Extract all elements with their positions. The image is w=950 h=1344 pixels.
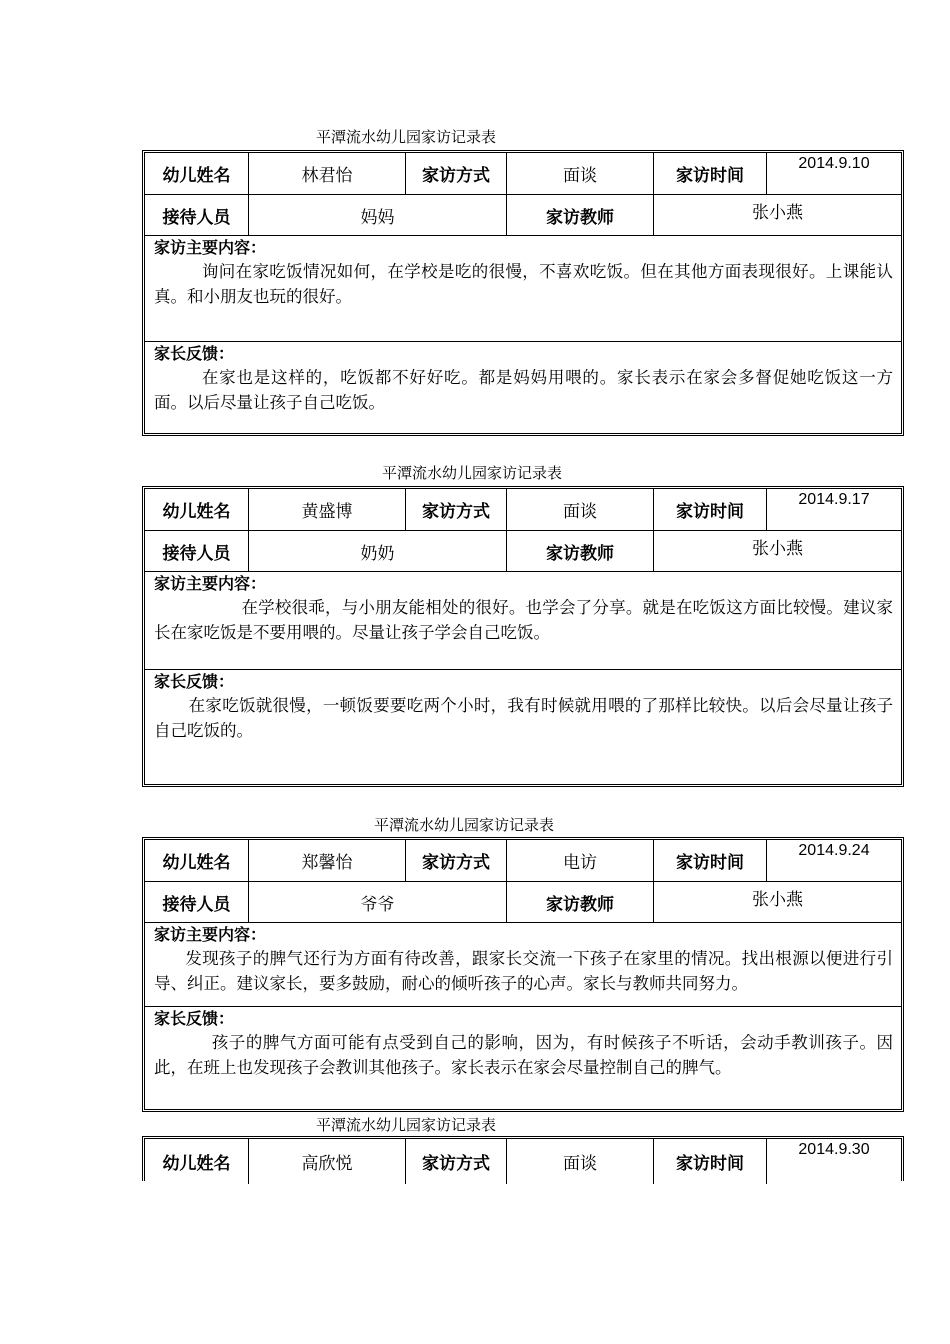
visit-date-value: 2014.9.17 bbox=[798, 491, 870, 508]
visit-content-text: 发现孩子的脾气还行为方面有待改善，跟家长交流一下孩子在家里的情况。找出根源以便进行引导、纠正。建议家长，要多鼓励，耐心的倾听孩子的心声。家长与教师共同努力。 bbox=[154, 949, 893, 993]
record-title: 平潭流水幼儿园家访记录表 bbox=[316, 1116, 497, 1134]
visit-time-label: 家访时间 bbox=[654, 840, 767, 881]
parent-feedback-section bbox=[145, 342, 901, 415]
child-name-value: 郑馨怡 bbox=[249, 840, 406, 881]
host-value: 爷爷 bbox=[249, 882, 507, 922]
visit-content-label: 家访主要内容： bbox=[154, 238, 267, 257]
record-title: 平潭流水幼儿园家访记录表 bbox=[374, 816, 555, 834]
host-label: 接待人员 bbox=[145, 531, 249, 571]
teacher-label: 家访教师 bbox=[507, 195, 654, 235]
record-title: 平潭流水幼儿园家访记录表 bbox=[382, 464, 563, 482]
visit-method-label: 家访方式 bbox=[406, 489, 507, 530]
visit-date-value: 2014.9.10 bbox=[798, 155, 870, 172]
visit-date-value: 2014.9.24 bbox=[798, 842, 870, 859]
visit-content-text: 询问在家吃饭情况如何，在学校是吃的很慢，不喜欢吃饭。但在其他方面表现很好。上课能认真。和小朋友也玩的很好。 bbox=[154, 262, 893, 306]
teacher-label: 家访教师 bbox=[507, 882, 654, 922]
host-value: 奶奶 bbox=[249, 531, 507, 571]
visit-record-table bbox=[142, 150, 904, 436]
visit-method-value: 面谈 bbox=[507, 489, 654, 530]
teacher-value: 张小燕 bbox=[752, 539, 803, 559]
child-name-value: 黄盛博 bbox=[249, 489, 406, 530]
visit-time-label: 家访时间 bbox=[654, 489, 767, 530]
visit-record-table bbox=[142, 837, 904, 1112]
parent-feedback-text: 孩子的脾气方面可能有点受到自己的影响，因为，有时候孩子不听话，会动手教训孩子。因此，在班上也发现孩子会教训其他孩子。家长表示在家会尽量控制自己的脾气。 bbox=[154, 1033, 893, 1077]
parent-feedback-label: 家长反馈： bbox=[154, 672, 235, 691]
visit-method-value: 面谈 bbox=[507, 1139, 654, 1184]
parent-feedback-section bbox=[145, 1007, 901, 1080]
visit-method-value: 面谈 bbox=[507, 153, 654, 194]
visit-record-table bbox=[142, 486, 904, 787]
visit-method-label: 家访方式 bbox=[406, 1139, 507, 1184]
child-name-value: 高欣悦 bbox=[249, 1139, 406, 1184]
teacher-label: 家访教师 bbox=[507, 531, 654, 571]
host-label: 接待人员 bbox=[145, 882, 249, 922]
child-name-label: 幼儿姓名 bbox=[145, 1139, 249, 1184]
parent-feedback-label: 家长反馈： bbox=[154, 344, 235, 363]
child-name-label: 幼儿姓名 bbox=[145, 153, 249, 194]
teacher-value: 张小燕 bbox=[752, 890, 803, 910]
parent-feedback-label: 家长反馈： bbox=[154, 1009, 235, 1028]
parent-feedback-text: 在家也是这样的，吃饭都不好好吃。都是妈妈用喂的。家长表示在家会多督促她吃饭这一方面。以后尽量让孩子自己吃饭。 bbox=[154, 368, 893, 412]
visit-content-text: 在学校很乖，与小朋友能相处的很好。也学会了分享。就是在吃饭这方面比较慢。建议家长在家吃饭是不要用喂的。尽量让孩子学会自己吃饭。 bbox=[154, 598, 893, 642]
visit-time-label: 家访时间 bbox=[654, 153, 767, 194]
child-name-value: 林君怡 bbox=[249, 153, 406, 194]
visit-content-section bbox=[145, 923, 901, 1007]
visit-method-label: 家访方式 bbox=[406, 153, 507, 194]
visit-date-value: 2014.9.30 bbox=[798, 1141, 870, 1158]
parent-feedback-text: 在家吃饭就很慢，一顿饭要要吃两个小时，我有时候就用喂的了那样比较快。以后会尽量让孩子自己吃饭的。 bbox=[154, 696, 893, 740]
visit-content-section bbox=[145, 236, 901, 342]
visit-content-label: 家访主要内容： bbox=[154, 574, 267, 593]
visit-time-label: 家访时间 bbox=[654, 1139, 767, 1184]
host-value: 妈妈 bbox=[249, 195, 507, 235]
visit-content-section bbox=[145, 572, 901, 670]
teacher-value: 张小燕 bbox=[752, 203, 803, 223]
parent-feedback-section bbox=[145, 670, 901, 743]
child-name-label: 幼儿姓名 bbox=[145, 489, 249, 530]
visit-method-value: 电访 bbox=[507, 840, 654, 881]
host-label: 接待人员 bbox=[145, 195, 249, 235]
record-title: 平潭流水幼儿园家访记录表 bbox=[316, 128, 497, 146]
visit-content-label: 家访主要内容： bbox=[154, 925, 267, 944]
visit-record-table bbox=[142, 1136, 904, 1181]
child-name-label: 幼儿姓名 bbox=[145, 840, 249, 881]
visit-method-label: 家访方式 bbox=[406, 840, 507, 881]
